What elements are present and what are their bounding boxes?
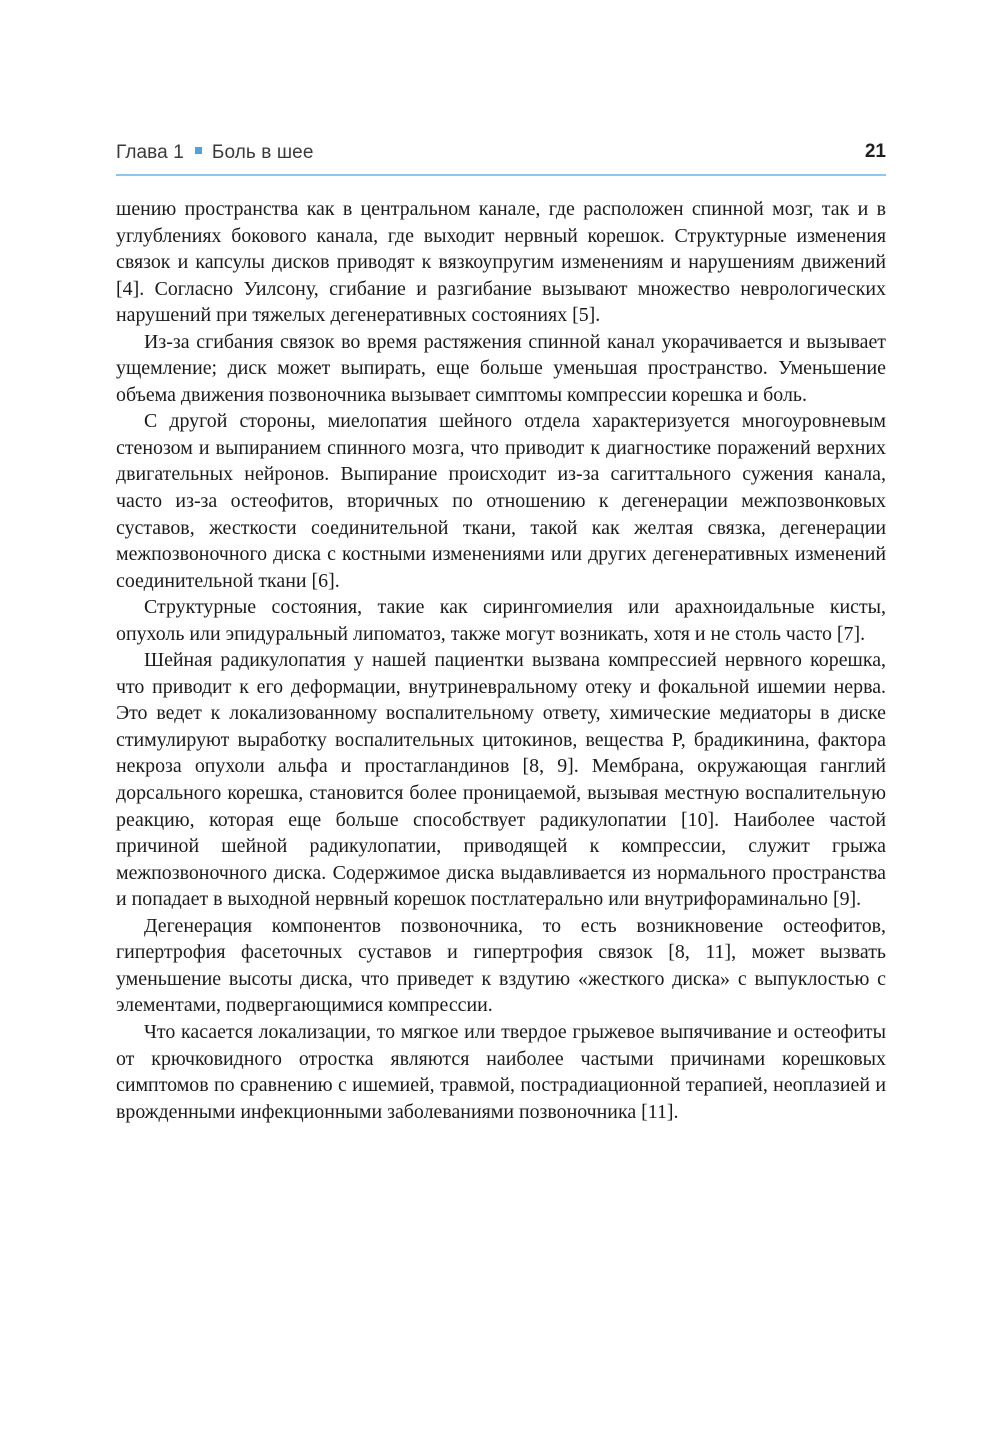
paragraph-5: Шейная радикулопатия у нашей пациентки вызвана компрессией нервного корешка, что приводит к его деформации, внутриневральному отеку и фокальной ишемии нерва. Это ведет к локализованному воспалительному ответу, химические медиаторы в диске стимулируют выработку воспалительных цитокинов, вещества P, брадикинина, фактора некроза опухоли альфа и простагландинов [8, 9]. Мембрана, окружающая ганглий дорсального корешка, становится более проницаемой, вызывая местную воспалительную реакцию, которая еще больше способствует радикулопатии [10]. Наиболее частой причиной шейной радикулопатии, приводящей к компрессии, служит грыжа межпозвоночного диска. Содержимое диска выдавливается из нормального пространства и попадает в выходной нервный корешок постлатерально или внутрифораминально [9].	[116, 649, 886, 911]
body-text	[116, 196, 886, 1125]
paragraph-2: Из-за сгибания связок во время растяжения спинной канал укорачивается и вызывает ущемление; диск может выпирать, еще больше уменьшая пространство. Уменьшение объема движения позвоночника вызывает симптомы компрессии корешка и боль.	[116, 330, 886, 406]
header-divider	[116, 174, 886, 176]
paragraph-3: С другой стороны, миелопатия шейного отдела характеризуется многоуровневым стенозом и выпиранием спинного мозга, что приводит к диагностике поражений верхних двигательных нейронов. Выпирание происходит из-за сагиттального сужения канала, часто из-за остеофитов, вторичных по отношению к дегенерации межпозвонковых суставов, жесткости соединительной ткани, такой как желтая связка, дегенерации межпозвоночного диска с костными изменениями или других дегенеративных изменений соединительной ткани [6].	[116, 410, 886, 592]
paragraph-1: шению пространства как в центральном канале, где расположен спинной мозг, так и в углублениях бокового канала, где выходит нервный корешок. Структурные изменения связок и капсулы дисков приводят к вязкоупругим изменениям и нарушениям движений [4]. Согласно Уилсону, сгибание и разгибание вызывают множество неврологических нарушений при тяжелых дегенеративных состояниях [5].	[116, 198, 886, 327]
page-number: 21	[864, 141, 886, 162]
header-title	[116, 142, 314, 164]
running-header	[116, 138, 886, 170]
section-title: Боль в шее	[211, 142, 314, 163]
paragraph-7: Что касается локализации, то мягкое или твердое грыжевое выпячивание и остеофиты от крючковидного отростка являются наиболее частыми причинами корешковых симптомов по сравнению с ишемией, травмой, пострадиационной терапией, неоплазией и врожденными инфекционными заболеваниями позвоночника [11].	[116, 1020, 886, 1123]
paragraph-4: Структурные состояния, такие как сирингомиелия или арахноидальные кисты, опухоль или эпидуральный липоматоз, также могут возникать, хотя и не столь часто [7].	[116, 596, 886, 645]
square-bullet-icon	[195, 147, 202, 154]
paragraph-6: Дегенерация компонентов позвоночника, то есть возникновение остеофитов, гипертрофия фасеточных суставов и гипертрофия связок [8, 11], может вызвать уменьшение высоты диска, что приведет к вздутию «жесткого диска» с выпуклостью с элементами, подвергающимися компрессии.	[116, 914, 886, 1017]
chapter-label: Глава 1	[116, 142, 184, 163]
